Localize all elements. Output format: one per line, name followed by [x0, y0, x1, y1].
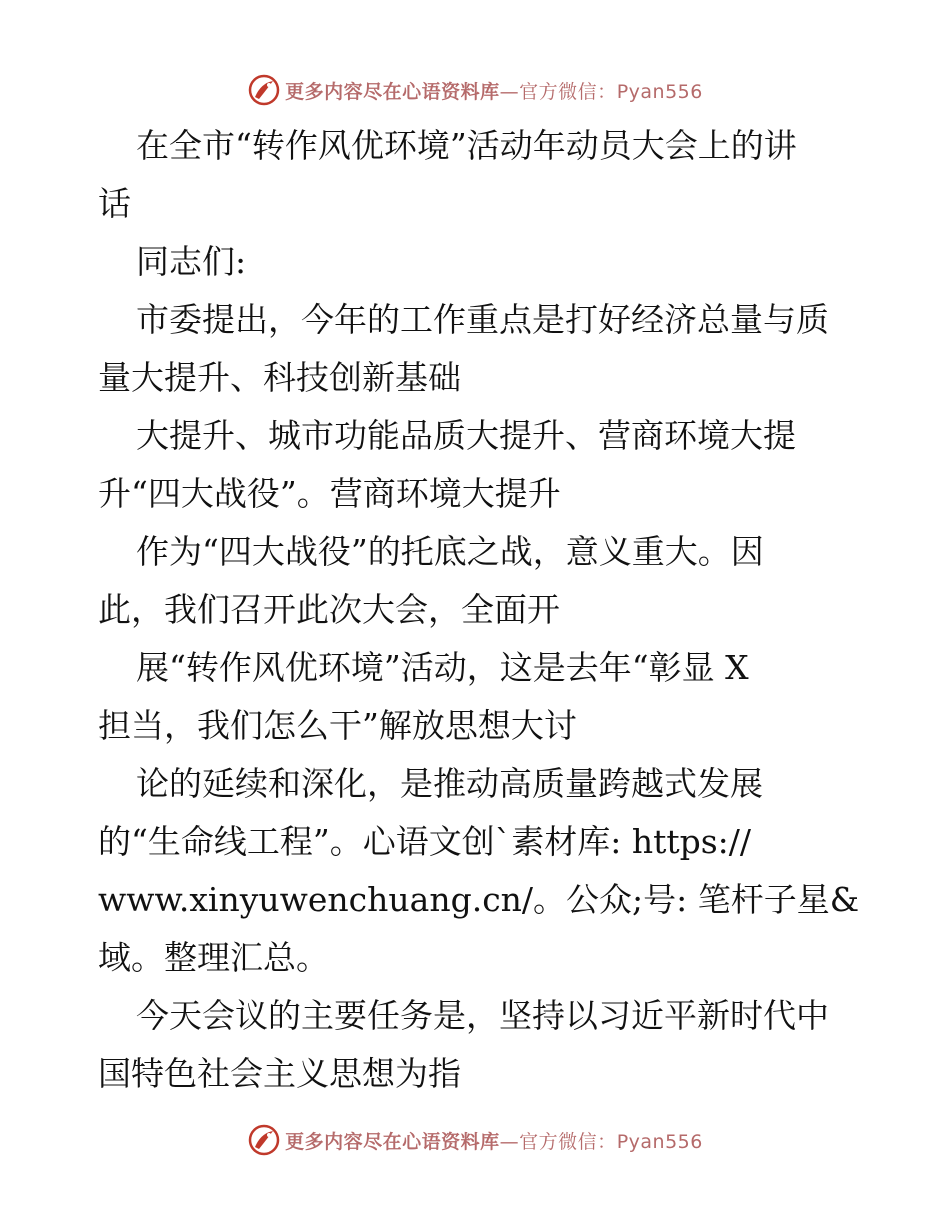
footer-banner — [0, 1120, 950, 1160]
text-line: 在全市“转作风优环境”活动年动员大会上的讲 — [136, 126, 797, 165]
header-banner-official: 官方微信： — [519, 80, 617, 103]
text-line: 作为“四大战役”的托底之战，意义重大。因 — [136, 532, 764, 571]
text-line: 国特色社会主义思想为指 — [98, 1054, 461, 1093]
header-banner — [0, 70, 950, 110]
body-paragraph — [98, 987, 858, 1103]
document-title — [98, 117, 858, 233]
header-banner-dash: — — [499, 80, 520, 103]
text-line: 论的延续和深化，是推动高质量跨越式发展 — [136, 764, 763, 803]
document-body — [98, 117, 858, 1103]
pen-logo-icon — [247, 73, 281, 107]
header-banner-account: Pyan556 — [616, 80, 703, 103]
text-line: www.xinyuwenchuang.cn/。公众;号: 笔杆子星& — [98, 880, 860, 919]
header-banner-main: 更多内容尽在心语资料库 — [285, 80, 500, 103]
footer-banner-text — [285, 1127, 703, 1154]
text-line: 展“转作风优环境”活动，这是去年“彰显 X — [136, 648, 749, 687]
footer-banner-account: Pyan556 — [616, 1130, 703, 1153]
text-line: 话 — [98, 184, 131, 223]
header-banner-text — [285, 77, 703, 104]
footer-banner-official: 官方微信： — [519, 1130, 617, 1153]
text-line: 同志们: — [136, 242, 247, 281]
footer-banner-dash: — — [499, 1130, 520, 1153]
text-line: 今天会议的主要任务是，坚持以习近平新时代中 — [136, 996, 829, 1035]
text-line: 大提升、城市功能品质大提升、营商环境大提 — [136, 416, 796, 455]
text-line: 升“四大战役”。营商环境大提升 — [98, 474, 561, 513]
text-line: 市委提出，今年的工作重点是打好经济总量与质 — [136, 300, 829, 339]
salutation — [98, 233, 858, 291]
footer-banner-main: 更多内容尽在心语资料库 — [285, 1130, 500, 1153]
text-line: 此，我们召开此次大会，全面开 — [98, 590, 560, 629]
text-line: 域。整理汇总。 — [98, 938, 329, 977]
body-paragraph — [98, 291, 858, 987]
text-line: 担当，我们怎么干”解放思想大讨 — [98, 706, 577, 745]
text-line: 的“生命线工程”。心语文创`素材库: https:// — [98, 822, 752, 861]
pen-logo-icon — [247, 1123, 281, 1157]
text-line: 量大提升、科技创新基础 — [98, 358, 461, 397]
